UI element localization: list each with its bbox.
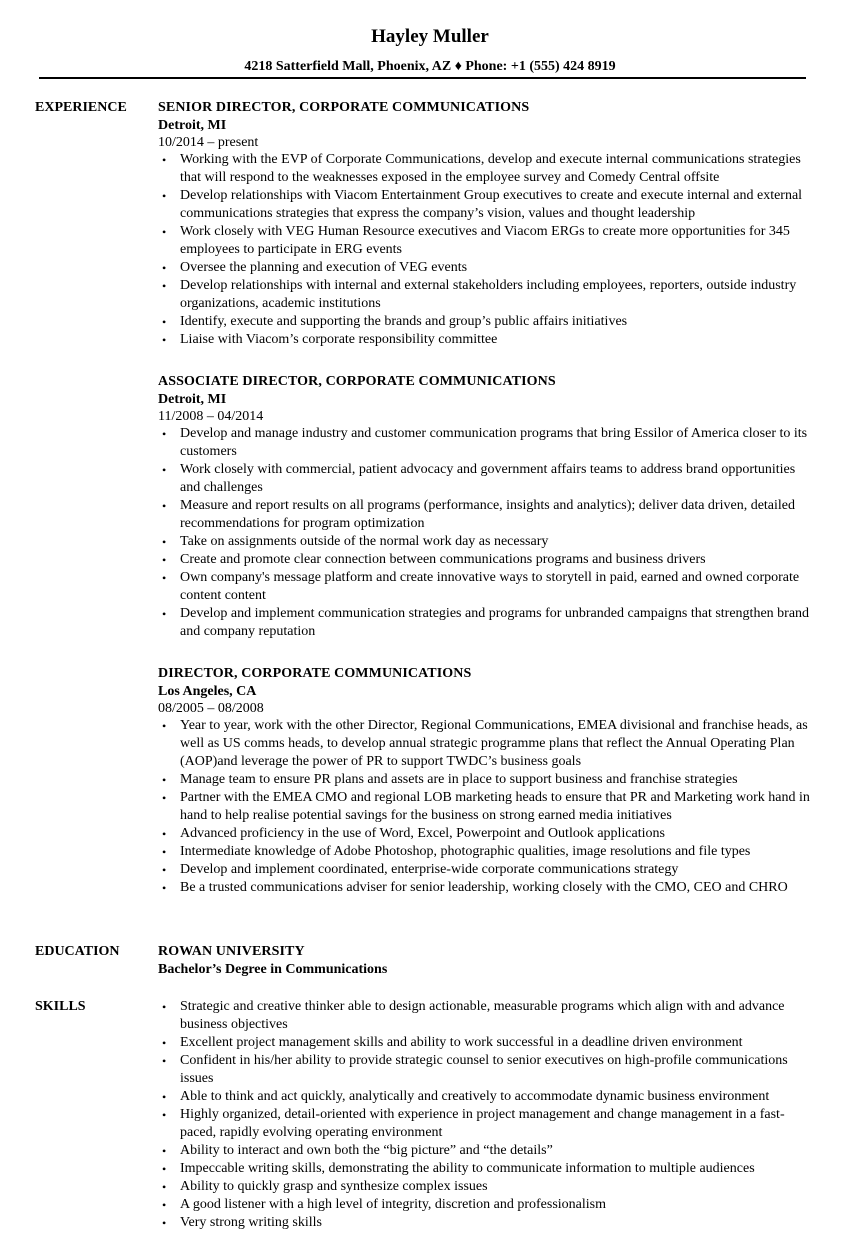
job-bullets: [158, 151, 818, 349]
job-bullet: • Measure and report results on all programs (performance, insights and analytics); deliver data driven, detailed recommendations for program optimization: [158, 497, 818, 533]
skills-entry: [158, 998, 818, 1232]
job-bullet: • Develop and manage industry and customer communication programs that bring Essilor of America closer to its customers: [158, 425, 818, 461]
job-bullet: • Intermediate knowledge of Adobe Photoshop, photographic qualities, image resolutions and file types: [158, 843, 818, 861]
job-bullet: • Partner with the EMEA CMO and regional LOB marketing heads to ensure that PR and Marketing work hand in hand to help realise potential savings for the business on strong earned media initiatives: [158, 789, 818, 825]
job-location: Detroit, MI: [158, 118, 227, 133]
job-bullet: • Oversee the planning and execution of VEG events: [158, 259, 818, 277]
job-bullet: • Advanced proficiency in the use of Word, Excel, Powerpoint and Outlook applications: [158, 825, 818, 843]
education-entry: [158, 943, 818, 978]
job-bullet: • Own company's message platform and create innovative ways to storytell in paid, earned and owned corporate content content: [158, 569, 818, 605]
school-name: ROWAN UNIVERSITY: [158, 944, 305, 959]
job-bullet: • Identify, execute and supporting the brands and group’s public affairs initiatives: [158, 313, 818, 331]
job-bullets: [158, 717, 818, 897]
job-bullet: • Manage team to ensure PR plans and assets are in place to support business and franchise strategies: [158, 771, 818, 789]
job-dates: 08/2005 – 08/2008: [158, 701, 264, 716]
skill-item: • Impeccable writing skills, demonstrating the ability to communicate information to multiple audiences: [158, 1160, 818, 1178]
job-bullet: • Develop relationships with internal and external stakeholders including employees, reporters, outside industry organizations, academic institutions: [158, 277, 818, 313]
skill-item: • Very strong writing skills: [158, 1214, 818, 1232]
job-title: DIRECTOR, CORPORATE COMMUNICATIONS: [158, 666, 472, 681]
education-section-label: EDUCATION: [35, 944, 120, 959]
contact-line: 4218 Satterfield Mall, Phoenix, AZ ♦ Phone: +1 (555) 424 8919: [244, 59, 616, 74]
job-bullet: • Liaise with Viacom’s corporate responsibility committee: [158, 331, 818, 349]
candidate-name: Hayley Muller: [371, 26, 489, 47]
skill-item: • Confident in his/her ability to provide strategic counsel to senior executives on high-profile communications issues: [158, 1052, 818, 1088]
job-bullet: • Create and promote clear connection between communications programs and business drivers: [158, 551, 818, 569]
job-bullet: • Develop relationships with Viacom Entertainment Group executives to create and execute internal and external communications strategies that express the company’s vision, values and thought leadership: [158, 187, 818, 223]
header-divider: [39, 77, 806, 79]
job-bullet: • Year to year, work with the other Director, Regional Communications, EMEA divisional and franchise heads, as well as US comms heads, to develop annual strategic programme plans that reflect the Annual Operating Plan (AOP)and leverage the power of PR to support TWDC’s business goals: [158, 717, 818, 771]
job-entry: [158, 665, 818, 897]
job-title: ASSOCIATE DIRECTOR, CORPORATE COMMUNICATIONS: [158, 374, 556, 389]
job-location: Detroit, MI: [158, 392, 227, 407]
skills-list: [158, 998, 818, 1232]
skill-item: • Ability to quickly grasp and synthesize complex issues: [158, 1178, 818, 1196]
skill-item: • Ability to interact and own both the “big picture” and “the details”: [158, 1142, 818, 1160]
job-entry: [158, 99, 818, 349]
job-bullet: • Take on assignments outside of the normal work day as necessary: [158, 533, 818, 551]
job-entry: [158, 373, 818, 641]
experience-section-label: EXPERIENCE: [35, 100, 127, 115]
job-bullet: • Work closely with VEG Human Resource executives and Viacom ERGs to create more opportunities for 345 employees to participate in ERG events: [158, 223, 818, 259]
skill-item: • Strategic and creative thinker able to design actionable, measurable programs which align with and advance business objectives: [158, 998, 818, 1034]
skill-item: • Excellent project management skills and ability to work successful in a deadline driven environment: [158, 1034, 818, 1052]
job-bullet: • Develop and implement communication strategies and programs for unbranded campaigns that strengthen brand and company reputation: [158, 605, 818, 641]
skills-section-label: SKILLS: [35, 999, 86, 1014]
job-bullets: [158, 425, 818, 641]
job-title: SENIOR DIRECTOR, CORPORATE COMMUNICATIONS: [158, 100, 530, 115]
degree-name: Bachelor’s Degree in Communications: [158, 962, 388, 977]
job-bullet: • Develop and implement coordinated, enterprise-wide corporate communications strategy: [158, 861, 818, 879]
skill-item: • Able to think and act quickly, analytically and creatively to accommodate dynamic business environment: [158, 1088, 818, 1106]
job-location: Los Angeles, CA: [158, 684, 257, 699]
job-dates: 11/2008 – 04/2014: [158, 409, 264, 424]
job-bullet: • Working with the EVP of Corporate Communications, develop and execute internal communications strategies that will respond to the weaknesses exposed in the employee survey and Comedy Central offsite: [158, 151, 818, 187]
skill-item: • Highly organized, detail-oriented with experience in project management and change management in a fast-paced, rapidly evolving operating environment: [158, 1106, 818, 1142]
job-dates: 10/2014 – present: [158, 135, 259, 150]
skill-item: • A good listener with a high level of integrity, discretion and professionalism: [158, 1196, 818, 1214]
job-bullet: • Work closely with commercial, patient advocacy and government affairs teams to address brand opportunities and challenges: [158, 461, 818, 497]
job-bullet: • Be a trusted communications adviser for senior leadership, working closely with the CMO, CEO and CHRO: [158, 879, 818, 897]
